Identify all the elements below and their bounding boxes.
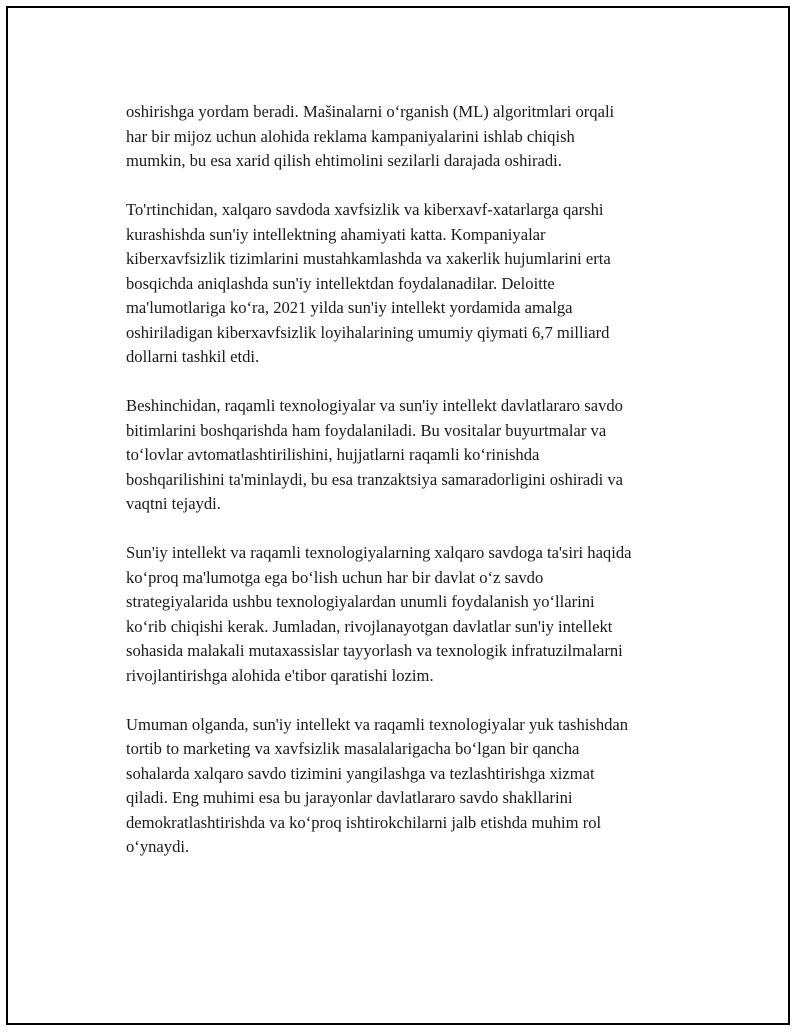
paragraph-continuation: oshirishga yordam beradi. Mašinalarni o‘rganish (ML) algoritmlari orqali har bir mijoz uchun alohida reklama kampaniyalarini ishlab chiqish mumkin, bu esa xarid qilish ehtimolini sezilarli darajada oshiradi. bbox=[126, 102, 615, 170]
document-body bbox=[126, 100, 706, 884]
paragraph-conclusion: Umuman olganda, sun'iy intellekt va raqamli texnologiyalar yuk tashishdan tortib to marketing va xavfsizlik masalalarigacha bo‘lgan bir qancha sohalarda xalqaro savdo tizimini yangilashga va tezlashtirishga xizmat qiladi. Eng muhimi esa bu jarayonlar davlatlararo savdo shakllarini demokratlashtirishda va ko‘proq ishtirokchilarni jalb etishda muhim rol o‘ynaydi. bbox=[126, 714, 629, 856]
paragraph-fourth-point: To'rtinchidan, xalqaro savdoda xavfsizlik va kiberxavf-xatarlarga qarshi kurashishda sun'iy intellektning ahamiyati katta. Kompaniyalar kiberxavfsizlik tizimlarini mustahkamlashda va xakerlik hujumlarini erta bosqichda aniqlashda sun'iy intellektdan foydalanadilar. Deloitte ma'lumotlariga ko‘ra, 2021 yilda sun'iy intellekt yordamida amalga oshiriladigan kiberxavfsizlik loyihalarining umumiy qiymati 6,7 milliard dollarni tashkil etdi. bbox=[126, 200, 611, 366]
paragraph-fifth-point: Beshinchidan, raqamli texnologiyalar va sun'iy intellekt davlatlararo savdo bitimlarini boshqarishda ham foydalaniladi. Bu vositalar buyurtmalar va to‘lovlar avtomatlashtirilishini, hujjatlarni raqamli ko‘rinishda boshqarilishini ta'minlaydi, bu esa tranzaktsiya samaradorligini oshiradi va vaqtni tejaydi. bbox=[126, 396, 623, 513]
paragraph-recommendation: Sun'iy intellekt va raqamli texnologiyalarning xalqaro savdoga ta'siri haqida ko‘proq ma'lumotga ega bo‘lish uchun har bir davlat o‘z savdo strategiyalarida ushbu texnologiyalardan unumli foydalanish yo‘llarini ko‘rib chiqishi kerak. Jumladan, rivojlanayotgan davlatlar sun'iy intellekt sohasida malakali mutaxassislar tayyorlash va texnologik infratuzilmalarni rivojlantirishga alohida e'tibor qaratishi lozim. bbox=[126, 543, 632, 685]
page-frame bbox=[6, 6, 790, 1025]
